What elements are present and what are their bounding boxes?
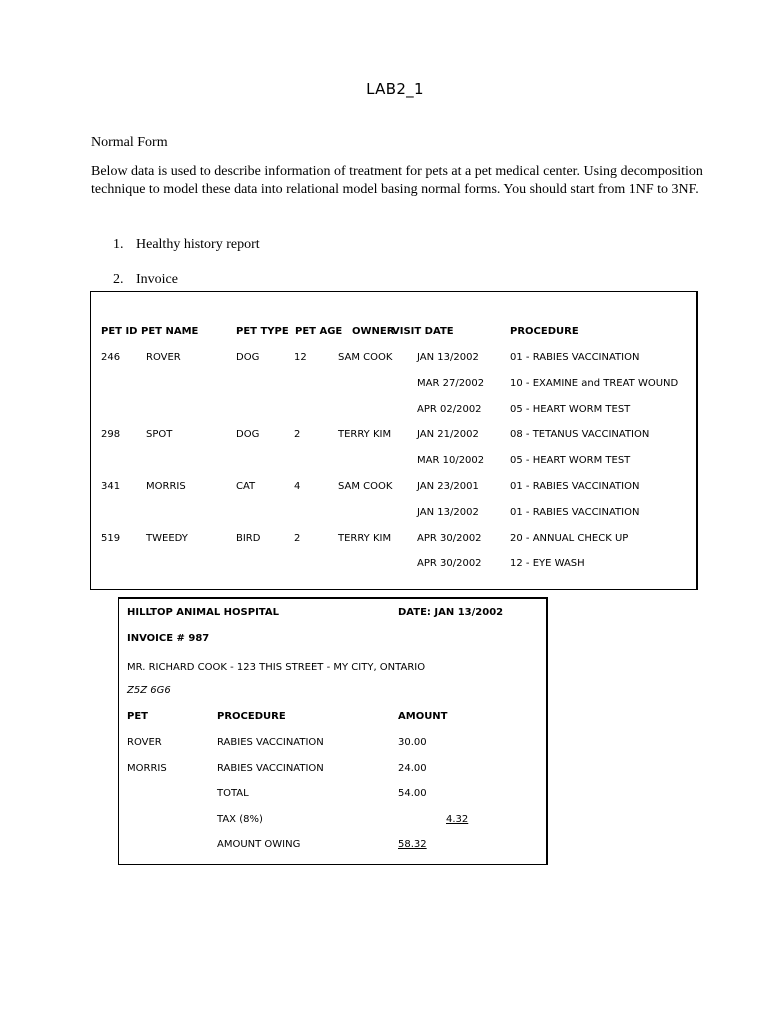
cell-procedure: 01 - RABIES VACCINATION [510,506,640,518]
column-header-pet-id: PET ID [101,326,138,337]
column-header-pet: PET [127,711,148,722]
cell-pet-id: 246 [101,352,121,363]
cell-visit-date: JAN 21/2002 [417,429,479,441]
cell-visit-date: JAN 13/2002 [417,506,479,518]
cell-visit-date: APR 30/2002 [417,532,482,544]
cell-pet-age: 2 [294,429,301,441]
column-header-procedure: PROCEDURE [217,711,286,722]
list-number: 2. [113,272,124,287]
cell-procedure: 12 - EYE WASH [510,558,585,570]
cell-owner: TERRY KIM [338,429,392,441]
total-value: 54.00 [398,788,427,799]
amount-owing-label: AMOUNT OWING [217,839,301,850]
total-label: TOTAL [217,788,249,799]
amount-owing-value: 58.32 [398,839,427,850]
cell-owner: SAM COOK [338,352,393,363]
line-item-pet: ROVER [127,737,162,748]
cell-visit-date: JAN 23/2001 [417,481,479,492]
line-item-amount: 30.00 [398,737,427,748]
cell-procedure: 05 - HEART WORM TEST [510,403,631,415]
cell-pet-name: ROVER [146,352,181,363]
cell-pet-id: 298 [101,429,121,441]
cell-visit-date: MAR 10/2002 [417,455,485,467]
line-item-procedure: RABIES VACCINATION [217,737,324,748]
cell-pet-type: DOG [236,352,260,363]
cell-visit-date: APR 30/2002 [417,558,482,570]
invoice [118,597,548,865]
cell-owner: TERRY KIM [338,532,392,544]
column-header-pet-type: PET TYPE [236,326,289,337]
column-header-pet-age: PET AGE [295,326,343,337]
cell-pet-name: TWEEDY [146,532,188,544]
cell-pet-id: 519 [101,532,121,544]
list-label: Invoice [136,272,178,287]
list-number: 1. [113,237,124,252]
cell-pet-type: DOG [236,429,260,441]
tax-value: 4.32 [446,814,469,825]
customer-postal-code: Z5Z 6G6 [127,685,171,696]
cell-pet-age: 4 [294,481,301,492]
cell-pet-type: BIRD [236,532,261,544]
invoice-date: DATE: JAN 13/2002 [398,607,504,618]
cell-visit-date: APR 02/2002 [417,403,482,415]
cell-procedure: 01 - RABIES VACCINATION [510,481,640,492]
column-header-visit-date: VISIT DATE [392,326,454,337]
cell-pet-type: CAT [236,481,256,492]
intro-paragraph: Below data is used to describe information of treatment for pets at a pet medical center. Using decomposition technique to model these data into relational model basing normal forms. You should start from 1NF to 3NF. [91,164,703,197]
cell-pet-age: 2 [294,532,301,544]
section-heading: Normal Form [91,135,168,150]
column-header-amount: AMOUNT [398,711,448,722]
column-header-pet-name: PET NAME [141,326,199,337]
cell-pet-id: 341 [101,481,121,492]
cell-procedure: 01 - RABIES VACCINATION [510,352,640,363]
cell-visit-date: JAN 13/2002 [417,352,479,363]
cell-procedure: 20 - ANNUAL CHECK UP [510,532,629,544]
tax-label: TAX (8%) [217,814,263,825]
line-item-pet: MORRIS [127,763,167,774]
column-header-procedure: PROCEDURE [510,326,579,337]
cell-procedure: 08 - TETANUS VACCINATION [510,429,650,441]
health-history-table [90,291,698,590]
list-item [113,237,260,253]
cell-pet-age: 12 [294,352,307,363]
customer-address: MR. RICHARD COOK - 123 THIS STREET - MY CITY, ONTARIO [127,662,426,673]
cell-visit-date: MAR 27/2002 [417,377,485,389]
cell-pet-name: MORRIS [146,481,186,492]
cell-procedure: 05 - HEART WORM TEST [510,455,631,467]
cell-owner: SAM COOK [338,481,393,492]
invoice-number: INVOICE # 987 [127,633,210,644]
line-item-amount: 24.00 [398,763,427,774]
cell-procedure: 10 - EXAMINE and TREAT WOUND [510,377,679,389]
line-item-procedure: RABIES VACCINATION [217,763,324,774]
document-title: LAB2_1 [366,80,424,98]
hospital-name: HILLTOP ANIMAL HOSPITAL [127,607,279,618]
column-header-owner: OWNER [352,326,395,337]
list-label: Healthy history report [136,237,260,252]
list-item [113,272,178,288]
cell-pet-name: SPOT [146,429,173,441]
